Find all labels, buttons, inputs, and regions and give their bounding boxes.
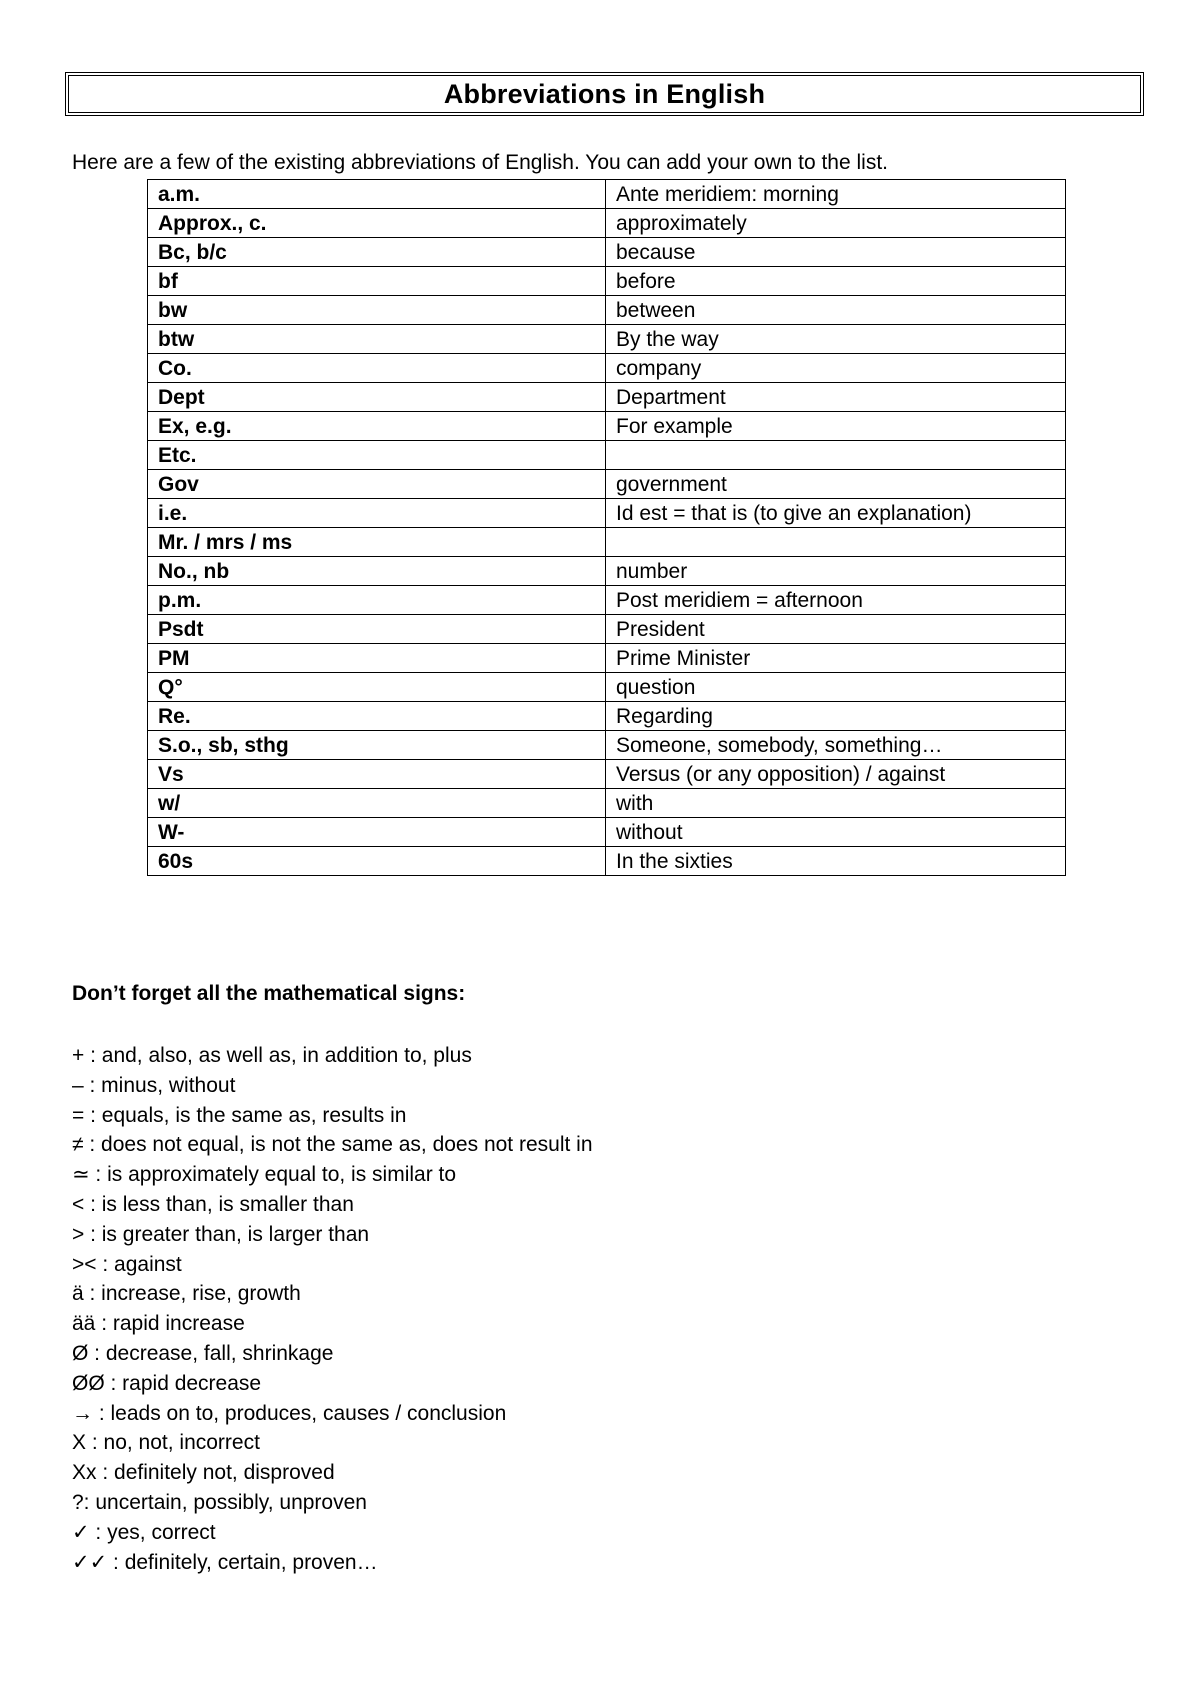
list-item: → : leads on to, produces, causes / conclusion	[72, 1401, 507, 1425]
meaning-cell: Id est = that is (to give an explanation)	[606, 499, 1066, 528]
title-box	[65, 72, 1144, 116]
abbreviation-cell: 60s	[148, 847, 606, 876]
table-row	[148, 586, 1066, 615]
abbreviation-cell: Bc, b/c	[148, 238, 606, 267]
abbreviations-table-body	[148, 180, 1066, 876]
list-item: Xx : definitely not, disproved	[72, 1461, 335, 1485]
list-item: Ø : decrease, fall, shrinkage	[72, 1341, 334, 1365]
meaning-cell: Post meridiem = afternoon	[606, 586, 1066, 615]
meaning-cell: Ante meridiem: morning	[606, 180, 1066, 209]
meaning-cell: Regarding	[606, 702, 1066, 731]
table-row	[148, 789, 1066, 818]
abbreviation-cell: S.o., sb, sthg	[148, 731, 606, 760]
meaning-cell: By the way	[606, 325, 1066, 354]
list-item: >< : against	[72, 1252, 182, 1276]
list-item: – : minus, without	[72, 1073, 236, 1097]
table-row	[148, 267, 1066, 296]
abbreviation-cell: p.m.	[148, 586, 606, 615]
table-row	[148, 557, 1066, 586]
meaning-cell: company	[606, 354, 1066, 383]
abbreviation-cell: Ex, e.g.	[148, 412, 606, 441]
list-item: = : equals, is the same as, results in	[72, 1103, 407, 1127]
list-item: ≠ : does not equal, is not the same as, does not result in	[72, 1133, 593, 1157]
table-row	[148, 499, 1066, 528]
meaning-cell: Someone, somebody, something…	[606, 731, 1066, 760]
intro-text: Here are a few of the existing abbreviations of English. You can add your own to the list.	[72, 151, 888, 174]
math-signs-list	[72, 1041, 593, 1577]
math-signs-heading: Don’t forget all the mathematical signs:	[72, 982, 466, 1005]
list-item: X : no, not, incorrect	[72, 1431, 260, 1455]
table-row	[148, 238, 1066, 267]
list-item: ✓✓ : definitely, certain, proven…	[72, 1550, 378, 1574]
abbreviation-cell: Gov	[148, 470, 606, 499]
abbreviation-cell: W-	[148, 818, 606, 847]
abbreviations-table	[147, 179, 1066, 876]
table-row	[148, 528, 1066, 557]
list-item: ää : rapid increase	[72, 1312, 245, 1336]
meaning-cell: Versus (or any opposition) / against	[606, 760, 1066, 789]
abbreviation-cell: bw	[148, 296, 606, 325]
table-row	[148, 383, 1066, 412]
table-row	[148, 847, 1066, 876]
list-item: ?: uncertain, possibly, unproven	[72, 1490, 367, 1514]
table-row	[148, 731, 1066, 760]
list-item: ≃ : is approximately equal to, is similar to	[72, 1163, 457, 1187]
table-row	[148, 644, 1066, 673]
abbreviation-cell: Vs	[148, 760, 606, 789]
abbreviation-cell: Mr. / mrs / ms	[148, 528, 606, 557]
abbreviation-cell: Re.	[148, 702, 606, 731]
meaning-cell: For example	[606, 412, 1066, 441]
table-row	[148, 325, 1066, 354]
meaning-cell: without	[606, 818, 1066, 847]
abbreviation-cell: i.e.	[148, 499, 606, 528]
meaning-cell: question	[606, 673, 1066, 702]
table-row	[148, 470, 1066, 499]
table-row	[148, 441, 1066, 470]
meaning-cell	[606, 441, 1066, 470]
abbreviation-cell: w/	[148, 789, 606, 818]
meaning-cell: government	[606, 470, 1066, 499]
table-row	[148, 354, 1066, 383]
table-row	[148, 702, 1066, 731]
meaning-cell: approximately	[606, 209, 1066, 238]
abbreviation-cell: bf	[148, 267, 606, 296]
abbreviation-cell: Psdt	[148, 615, 606, 644]
table-row	[148, 180, 1066, 209]
abbreviation-cell: a.m.	[148, 180, 606, 209]
abbreviation-cell: Dept	[148, 383, 606, 412]
meaning-cell: number	[606, 557, 1066, 586]
abbreviation-cell: Approx., c.	[148, 209, 606, 238]
abbreviation-cell: Co.	[148, 354, 606, 383]
table-row	[148, 673, 1066, 702]
table-row	[148, 760, 1066, 789]
meaning-cell	[606, 528, 1066, 557]
meaning-cell: with	[606, 789, 1066, 818]
list-item: ä : increase, rise, growth	[72, 1282, 301, 1306]
abbreviation-cell: PM	[148, 644, 606, 673]
list-item: ✓ : yes, correct	[72, 1520, 216, 1544]
list-item: < : is less than, is smaller than	[72, 1192, 354, 1216]
meaning-cell: Prime Minister	[606, 644, 1066, 673]
list-item: ØØ : rapid decrease	[72, 1371, 262, 1395]
abbreviation-cell: Q°	[148, 673, 606, 702]
table-row	[148, 818, 1066, 847]
meaning-cell: In the sixties	[606, 847, 1066, 876]
meaning-cell: because	[606, 238, 1066, 267]
list-item: + : and, also, as well as, in addition to, plus	[72, 1044, 472, 1067]
list-item: > : is greater than, is larger than	[72, 1222, 370, 1246]
meaning-cell: President	[606, 615, 1066, 644]
abbreviation-cell: btw	[148, 325, 606, 354]
page-title: Abbreviations in English	[443, 78, 766, 109]
meaning-cell: between	[606, 296, 1066, 325]
table-row	[148, 412, 1066, 441]
meaning-cell: Department	[606, 383, 1066, 412]
meaning-cell: before	[606, 267, 1066, 296]
table-row	[148, 209, 1066, 238]
table-row	[148, 296, 1066, 325]
abbreviation-cell: No., nb	[148, 557, 606, 586]
abbreviation-cell: Etc.	[148, 441, 606, 470]
table-row	[148, 615, 1066, 644]
